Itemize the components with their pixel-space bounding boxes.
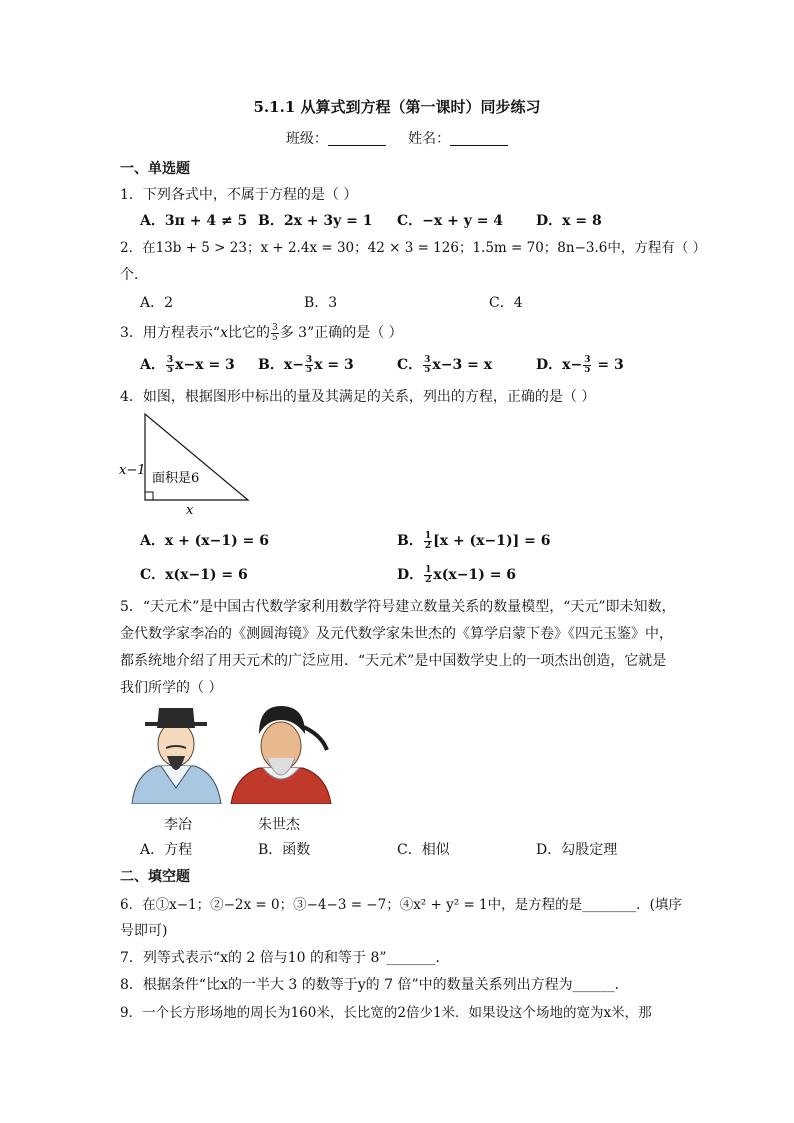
q2-option-b: B．3 [304,295,338,311]
portrait-caption-li-ye: 李冶 [164,817,192,833]
section-single-choice: 一、单选题 [120,161,190,177]
portrait-li-ye-image [127,700,225,804]
q3-stem-var: x [220,325,228,341]
q5-line-1: 5．“天元术”是中国古代数学家利用数学符号建立数量关系的数量模型，“天元”即未知数， [120,599,676,615]
q3-stem-fraction: $\frac{3}{5}$ [271,322,278,343]
q5-option-d: D．勾股定理 [536,842,618,858]
q8-stem: 8．根据条件“比x的一半大 3 的数等于y的 7 倍”中的数量关系列出方程为______． [120,977,629,993]
q4-option-d: D． $\frac{1}{2}$ x(x−1) = 6 [397,564,517,585]
q2-stem: 2．在13b + 5 > 23；x + 2.4x = 30；42 × 3 = 126；1.5m = 70；8n−3.6中，方程有（ ） [120,240,707,256]
q1-option-b: B．2x + 3y = 1 [258,213,373,229]
q1-stem: 1．下列各式中，不属于方程的是（ ） [120,187,358,203]
section-fill-in: 二、填空题 [120,869,190,885]
q5-line-3: 都系统地介绍了用天元术的广泛应用．“天元术”是中国数学史上的一项杰出创造，它就是 [120,653,667,669]
triangle-area-label: 面积是6 [152,471,200,486]
q3-option-c: C． $\frac{3}{5}$ x−3 = x [397,354,493,375]
q1-option-d: D．x = 8 [536,213,602,229]
q7-stem: 7．列等式表示“x的 2 倍与10 的和等于 8”_______． [120,950,450,966]
right-angle-mark [145,492,153,500]
portrait-zhu-shijie-image [229,700,333,804]
q2-option-c: C．4 [489,295,523,311]
page-title: 5.1.1 从算式到方程（第一课时）同步练习 [253,98,541,116]
triangle-bottom-label: x [186,503,194,518]
q3-stem-pre: 3．用方程表示“ [120,325,221,341]
q9-stem: 9．一个长方形场地的周长为160米，长比宽的2倍少1米．如果设这个场地的宽为x米，那 [120,1005,652,1021]
q5-option-a: A．方程 [140,842,193,858]
q3-option-d: D．x− $\frac{3}{5}$ = 3 [536,354,624,375]
q1-option-a: A．3π + 4 ≠ 5 [140,213,248,229]
name-blank[interactable] [450,131,508,146]
q1-option-c: C．−x + y = 4 [397,213,504,229]
q3-stem-post: 多 3”正确的是（ ） [279,325,403,341]
class-blank[interactable] [328,131,386,146]
q6-line-2: 号即可) [120,923,168,939]
q4-stem: 4．如图，根据图形中标出的量及其满足的关系，列出的方程，正确的是（ ） [120,389,596,405]
q5-option-b: B．函数 [258,842,311,858]
q2-option-a: A．2 [140,295,174,311]
q3-stem [120,322,403,343]
q2-stem-cont: 个． [120,267,148,283]
q5-line-4: 我们所学的（ ） [120,680,223,696]
q6-line-1: 6．在①x−1；②−2x = 0；③−4−3 = −7；④x² + y² = 1中，是方程的是________．(填序 [120,897,682,913]
q4-option-a: A．x + (x−1) = 6 [140,533,269,549]
name-label: 姓名： [408,131,451,147]
q4-option-c: C．x(x−1) = 6 [140,567,248,583]
q5-option-c: C．相似 [397,842,450,858]
portrait-caption-zhu-shijie: 朱世杰 [258,817,300,833]
class-name-line [0,128,794,148]
q4-option-b: B． $\frac{1}{2}$ [x + (x−1)] = 6 [397,530,551,551]
q3-option-a: A． $\frac{3}{5}$ x−x = 3 [140,354,235,375]
triangle-side-label: x−1 [119,463,146,478]
q3-stem-mid: 比它的 [227,325,270,341]
triangle-shape [145,414,248,500]
q3-option-b: B．x− $\frac{3}{5}$ x = 3 [258,354,354,375]
class-label: 班级： [285,131,328,147]
q5-line-2: 金代数学家李冶的《测圆海镜》及元代数学家朱世杰的《算学启蒙下卷》《四元玉鉴》中， [120,626,673,642]
q4-triangle-figure [112,408,262,518]
